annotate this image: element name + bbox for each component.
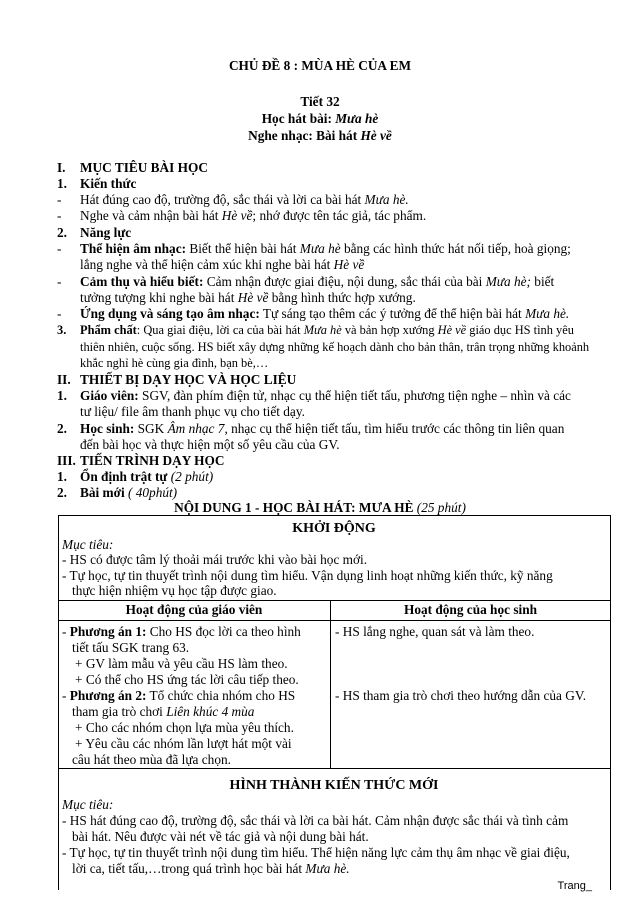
section-3-number: III. [57, 453, 76, 468]
student-activity-2: - HS tham gia trò chơi theo hướng dẫn của GV. [335, 688, 587, 703]
teacher-equipment [57, 388, 571, 404]
content-time: (25 phút) [413, 500, 466, 515]
item-text: Hát đúng cao độ, trường độ, sắc thái và lời ca bài hát [80, 192, 365, 207]
item-text: và bản hợp xướng [341, 323, 438, 337]
step-label: Bài mới [80, 485, 125, 500]
step-number: 2. [57, 485, 67, 500]
subsection-1-1 [57, 176, 137, 192]
step-2 [57, 485, 178, 501]
new-knowledge-goal-1-cont: bài hát. Nêu được vài nét về tác giả và nội dung bài hát. [72, 829, 369, 844]
game-name: Liên khúc 4 mùa [166, 704, 255, 719]
song-name: Hè về [437, 323, 467, 337]
quality-line-2: thiên nhiên, cuộc sống. HS biết xây dựng những kế hoạch dành cho bản thân, trân trọng những khoảnh [80, 340, 590, 354]
item-label: Phẩm chất [80, 323, 137, 337]
item-text: Biết thể hiện bài hát [186, 241, 300, 256]
subsection-1-3 [57, 322, 574, 338]
teacher-plan-1-cont: tiết tấu SGK trang 63. [72, 640, 190, 655]
song-name: Hè về [221, 208, 253, 223]
page-footer: Trang_ [557, 880, 592, 892]
item-label: Giáo viên: [80, 388, 139, 403]
subsection-1-2 [57, 225, 132, 241]
warmup-heading-text: KHỞI ĐỘNG [292, 521, 376, 536]
plan-text: tham gia trò chơi [72, 704, 167, 719]
book-name: Âm nhạc 7 [167, 421, 225, 436]
learn-song-line [0, 111, 640, 127]
knowledge-item-1 [57, 192, 409, 208]
document-title: CHỦ ĐỀ 8 : MÙA HÈ CỦA EM [228, 58, 412, 73]
item-label: Học sinh: [80, 421, 135, 436]
ability-item-2-cont [80, 290, 416, 306]
warmup-goal-2: - Tự học, tự tin thuyết trình nội dung tìm hiểu. Vận dụng linh hoạt những kiến thức, kỹ năng [62, 568, 553, 583]
ability-item-1-cont [80, 257, 364, 273]
warmup-heading [58, 521, 610, 537]
lesson-number: Tiết 32 [300, 94, 340, 109]
step-time: (2 phút) [167, 469, 214, 484]
student-equipment-cont: đến bài học và thực hiện một số yêu cầu của GV. [80, 437, 340, 452]
item-text: , nhạc cụ thể hiện tiết tấu, tìm hiểu trước các thông tin liên quan [224, 421, 565, 436]
item-number: 2. [57, 421, 67, 436]
teacher-plan-1-step-2: + Có thể cho HS ứng tác lời câu tiếp theo. [75, 672, 299, 687]
step-1 [57, 469, 214, 485]
item-text: : Qua giai điệu, lời ca của bài hát [136, 323, 304, 337]
step-label: Ổn định trật tự [80, 469, 168, 484]
new-knowledge-goal-2: - Tự học, tự tin thuyết trình nội dung tìm hiểu. Thể hiện năng lực cảm thụ âm nhạc về giai điệu, [62, 845, 570, 860]
section-1-title: MỤC TIÊU BÀI HỌC [80, 160, 208, 175]
item-text: Nghe và cảm nhận bài hát [80, 208, 222, 223]
new-knowledge-goal-2-cont [72, 861, 350, 877]
section-1-heading [57, 160, 208, 176]
song-name: Hè về [237, 290, 269, 305]
item-text: lắng nghe và thể hiện cảm xúc khi nghe bài hát [80, 257, 334, 272]
song-name: Mưa hè. [525, 306, 570, 321]
item-text: Cảm nhận được giai điệu, nội dung, sắc thái của bài [203, 274, 486, 289]
plan-text: Tổ chức chia nhóm cho HS [146, 688, 296, 703]
item-label: Thể hiện âm nhạc: [80, 241, 187, 256]
song-name: Mưa hè. [364, 192, 409, 207]
item-text: bằng các hình thức hát nối tiếp, hoà giọng; [340, 241, 571, 256]
student-activity-1: - HS lắng nghe, quan sát và làm theo. [335, 624, 535, 639]
warmup-goal-label: Mục tiêu: [62, 537, 114, 552]
item-text: ; nhớ được tên tác giả, tác phẩm. [252, 208, 427, 223]
section-3-title: TIẾN TRÌNH DẠY HỌC [80, 453, 225, 468]
step-time: ( 40phút) [124, 485, 178, 500]
item-text: SGK [134, 421, 168, 436]
item-number: 1. [57, 388, 67, 403]
learn-song-prefix: Học hát bài: [261, 111, 336, 126]
section-1-number: I. [57, 160, 66, 175]
song-name: Hè về [333, 257, 365, 272]
teacher-plan-2-step-2: + Yêu cầu các nhóm lần lượt hát một vài [75, 736, 292, 751]
student-activity-header: Hoạt động của học sinh [403, 602, 537, 617]
teacher-plan-2: - Phương án 2: Tổ chức chia nhóm cho HS [62, 688, 296, 703]
item-text: giáo dục HS tình yêu [466, 323, 574, 337]
goal-text: lời ca, tiết tấu,…trong quá trình học bài hát [72, 861, 306, 876]
section-2-heading [57, 372, 297, 388]
teacher-activity-header: Hoạt động của giáo viên [125, 602, 263, 617]
song-name: Mưa hè [303, 323, 342, 337]
item-label: Ứng dụng và sáng tạo âm nhạc: [80, 306, 260, 321]
learn-song-name: Mưa hè [335, 111, 379, 126]
teacher-plan-1-step-1: + GV làm mẫu và yêu cầu HS làm theo. [75, 656, 288, 671]
subsection-title: Năng lực [80, 225, 132, 240]
new-knowledge-goal-label: Mục tiêu: [62, 797, 114, 812]
item-text: Tự sáng tạo thêm các ý tưởng để thể hiện bài hát [259, 306, 526, 321]
quality-line-3: khắc nghỉ hè cùng gia đình, bạn bè,… [80, 356, 269, 370]
plan-label: Phương án 2: [69, 688, 147, 703]
ability-item-3: - Ứng dụng và sáng tạo âm nhạc: Tự sáng tạo thêm các ý tưởng để thể hiện bài hát Mưa hè. [57, 306, 570, 321]
warmup-goal-2-cont: thực hiện nhiệm vụ học tập được giao. [72, 583, 277, 598]
listen-song-name: Hè về [360, 128, 392, 143]
teacher-plan-2-cont [72, 704, 254, 720]
teacher-plan-1: - Phương án 1: Cho HS đọc lời ca theo hình [62, 624, 301, 639]
new-knowledge-goal-1: - HS hát đúng cao độ, trường độ, sắc thái và lời ca bài hát. Cảm nhận được sắc thái và tình cảm [62, 813, 569, 828]
plan-text: Cho HS đọc lời ca theo hình [146, 624, 301, 639]
student-equipment [57, 421, 565, 437]
item-text: biết [530, 274, 555, 289]
section-2-title: THIẾT BỊ DẠY HỌC VÀ HỌC LIỆU [80, 372, 297, 387]
step-number: 1. [57, 469, 67, 484]
teacher-plan-2-step-2-cont: câu hát theo mùa đã lựa chọn. [72, 752, 231, 767]
listen-prefix: Nghe nhạc: Bài hát [248, 128, 361, 143]
section-3-heading [57, 453, 225, 469]
item-label: Cảm thụ và hiểu biết: [80, 274, 204, 289]
content-heading [0, 500, 640, 516]
listen-song-line [0, 128, 640, 144]
subsection-title: Kiến thức [80, 176, 137, 191]
ability-item-1: - Thể hiện âm nhạc: Biết thể hiện bài hát Mưa hè bằng các hình thức hát nối tiếp, hoà giọng; [57, 241, 571, 256]
subsection-number: 2. [57, 225, 67, 240]
ability-item-2: - Cảm thụ và hiểu biết: Cảm nhận được giai điệu, nội dung, sắc thái của bài Mưa hè; biết [57, 274, 555, 289]
section-2-number: II. [57, 372, 71, 387]
knowledge-item-2 [57, 208, 427, 224]
subsection-number: 1. [57, 176, 67, 191]
new-knowledge-heading-text: HÌNH THÀNH KIẾN THỨC MỚI [229, 778, 439, 793]
content-title: NỘI DUNG 1 - HỌC BÀI HÁT: MƯA HÈ [174, 500, 414, 515]
warmup-goal-1: - HS có được tâm lý thoải mái trước khi vào bài học mới. [62, 552, 368, 567]
bullet: - [57, 208, 62, 223]
teacher-equipment-cont: tư liệu/ file âm thanh phục vụ cho tiết dạy. [80, 404, 305, 419]
teacher-plan-2-step-1: + Cho các nhóm chọn lựa mùa yêu thích. [75, 720, 294, 735]
item-text: tưởng tượng khi nghe bài hát [80, 290, 238, 305]
song-name: Mưa hè. [305, 861, 350, 876]
subsection-number: 3. [57, 323, 67, 337]
song-name: Mưa hè [299, 241, 341, 256]
bullet: - [57, 192, 62, 207]
item-text: SGV, đàn phím điện tử, nhạc cụ thể hiện tiết tấu, phương tiện nghe – nhìn và các [138, 388, 571, 403]
plan-label: Phương án 1: [69, 624, 147, 639]
item-text: bằng hình thức hợp xướng. [268, 290, 416, 305]
song-name: Mưa hè; [485, 274, 531, 289]
new-knowledge-heading [58, 778, 610, 794]
